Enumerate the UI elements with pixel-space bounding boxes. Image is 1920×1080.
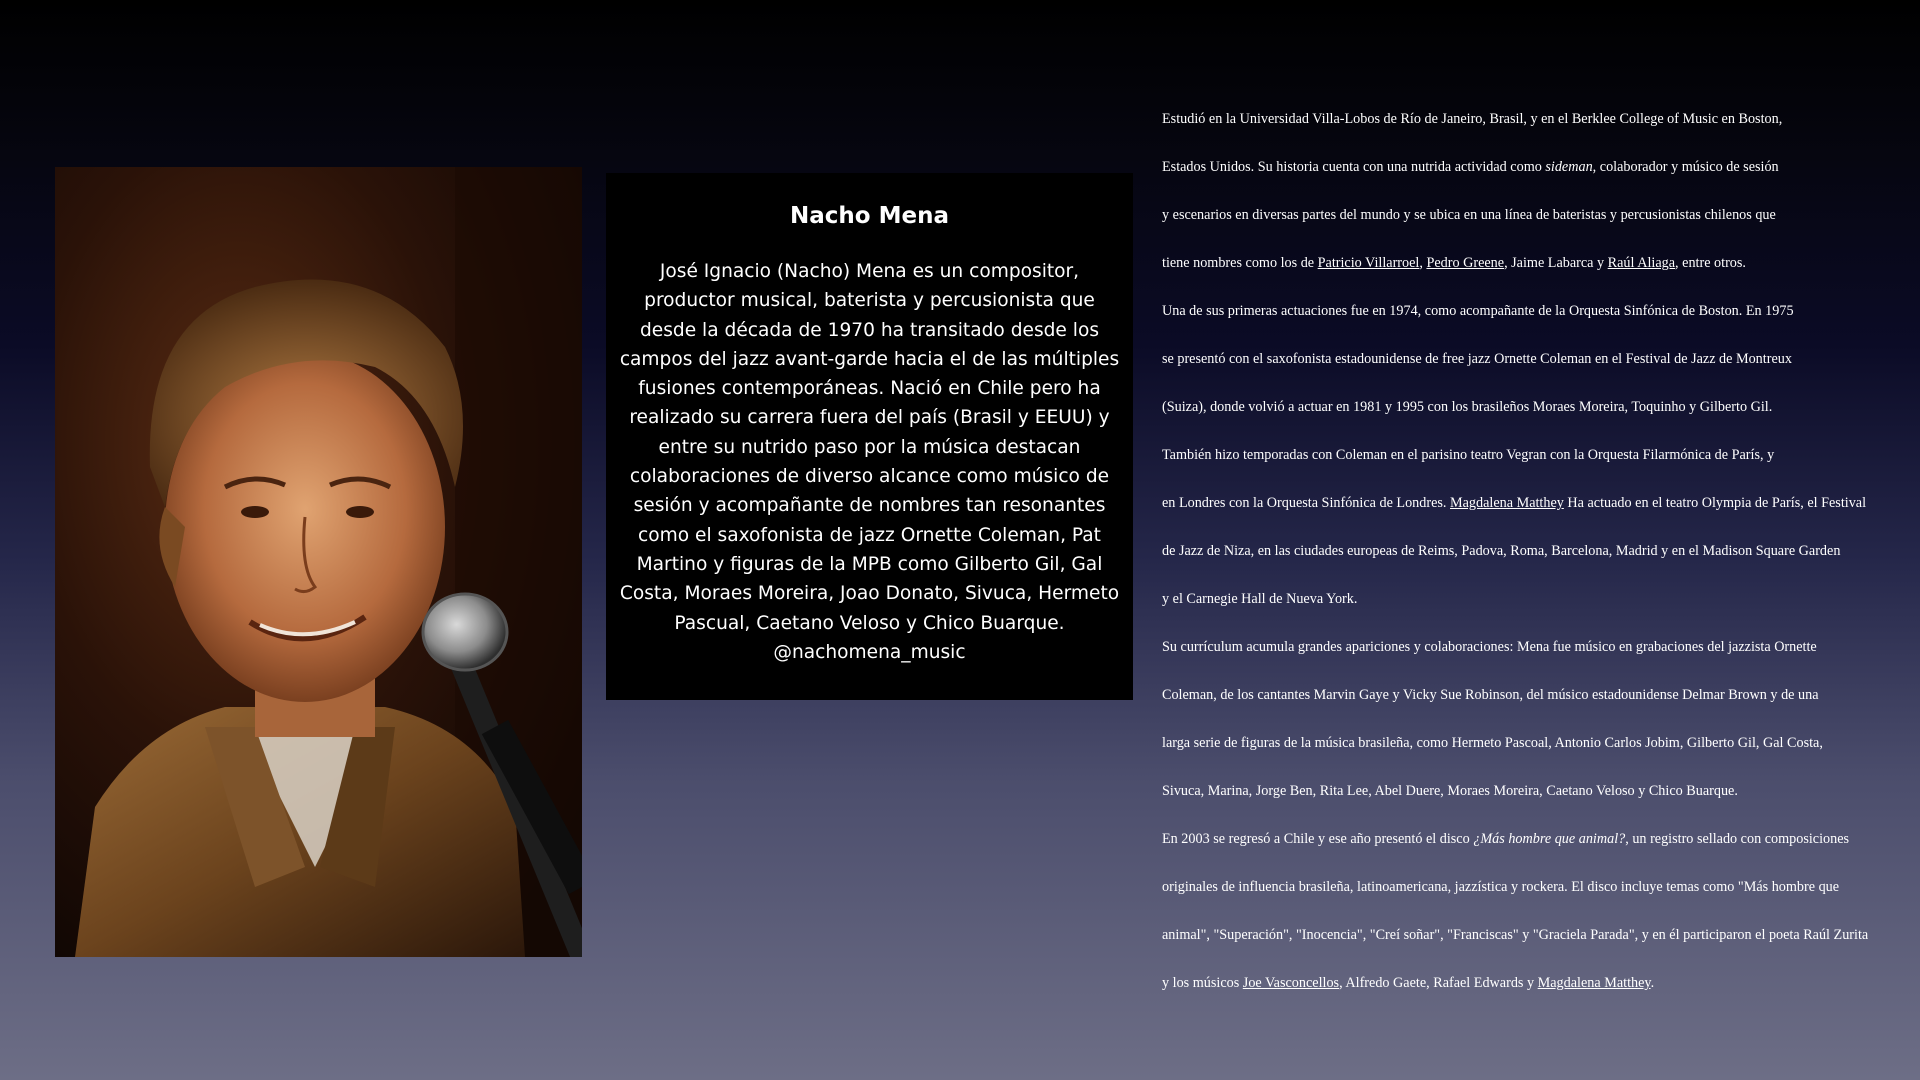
article-text: tiene nombres como los de	[1162, 255, 1318, 271]
bio-card	[606, 173, 1133, 700]
article-text: en Londres con la Orquesta Sinfónica de Londres.	[1162, 495, 1450, 511]
article-line	[1162, 815, 1914, 863]
article-line	[1162, 863, 1914, 911]
article-line	[1162, 335, 1914, 383]
article-text: , colaborador y músico de sesión	[1592, 159, 1779, 175]
article-text: se presentó con el saxofonista estadounidense de free jazz Ornette Coleman en el Festival de Jazz de Montreux	[1162, 351, 1792, 367]
album-title: ¿Más hombre que animal?	[1473, 831, 1626, 847]
article-line	[1162, 479, 1914, 527]
artist-photo	[55, 167, 582, 957]
article-line	[1162, 527, 1914, 575]
article-line	[1162, 767, 1914, 815]
link-magdalena-matthey[interactable]: Magdalena Matthey	[1537, 975, 1651, 991]
link-joe-vasconcellos[interactable]: Joe Vasconcellos	[1242, 975, 1340, 991]
article-text: de Jazz de Niza, en las ciudades europeas de Reims, Padova, Roma, Barcelona, Madrid y en el Madison Square Garden	[1162, 543, 1841, 559]
article-text: Coleman, de los cantantes Marvin Gaye y Vicky Sue Robinson, del músico estadounidense Delmar Brown y de una	[1162, 687, 1819, 703]
article-text: (Suiza), donde volvió a actuar en 1981 y 1995 con los brasileños Moraes Moreira, Toquinho y Gilberto Gil.	[1162, 399, 1773, 415]
bio-handle: @nachomena_music	[773, 641, 966, 663]
article-emphasis: sideman	[1545, 159, 1593, 175]
article-text: , un registro sellado con composiciones	[1625, 831, 1850, 847]
article-line	[1162, 575, 1914, 623]
article-line	[1162, 383, 1914, 431]
bio-text: José Ignacio (Nacho) Mena es un compositor, productor musical, baterista y percusionista que desde la década de 1970 ha transitado desde los campos del jazz avant-garde hacia el de las múltiples fusiones contemporáneas. Nació en Chile pero ha realizado su carrera fuera del país (Brasil y EEUU) y entre su nutrido paso por la música destacan colaboraciones de diverso alcance como músico de sesión y acompañante de nombres tan resonantes como el saxofonista de jazz Ornette Coleman, Pat Martino y figuras de la MPB como Gilberto Gil, Gal Costa, Moraes Moreira, Joao Donato, Sivuca, Hermeto Pascual, Caetano Veloso y Chico Buarque.	[619, 261, 1120, 634]
article-text: Ha actuado en el teatro Olympia de París, el Festival	[1563, 495, 1867, 511]
article-text: ,	[1419, 255, 1427, 271]
article-line	[1162, 911, 1914, 959]
article-line	[1162, 719, 1914, 767]
link-magdalena-matthey[interactable]: Magdalena Matthey	[1450, 495, 1564, 511]
article-text: , Alfredo Gaete, Rafael Edwards y	[1339, 975, 1538, 991]
article-line	[1162, 95, 1914, 143]
article-text: También hizo temporadas con Coleman en el parisino teatro Vegran con la Orquesta Filarmónica de París, y	[1162, 447, 1775, 463]
article-line	[1162, 623, 1914, 671]
link-patricio-villarroel[interactable]: Patricio Villarroel	[1317, 255, 1420, 271]
article-text: Su currículum acumula grandes apariciones y colaboraciones: Mena fue músico en grabaciones del jazzista Ornette	[1162, 639, 1817, 655]
article-text: larga serie de figuras de la música brasileña, como Hermeto Pascoal, Antonio Carlos Jobim, Gilberto Gil, Gal Costa,	[1162, 735, 1823, 751]
article-text: , Jaime Labarca y	[1504, 255, 1608, 271]
article-line	[1162, 191, 1914, 239]
bio-description	[618, 257, 1121, 667]
link-pedro-greene[interactable]: Pedro Greene	[1426, 255, 1505, 271]
article-text: Una de sus primeras actuaciones fue en 1974, como acompañante de la Orquesta Sinfónica de Boston. En 1975	[1162, 303, 1794, 319]
article-text: y escenarios en diversas partes del mundo y se ubica en una línea de bateristas y percusionistas chilenos que	[1162, 207, 1776, 223]
article-line	[1162, 287, 1914, 335]
article-text: y los músicos	[1162, 975, 1243, 991]
article-text: animal", "Superación", "Inocencia", "Creí soñar", "Franciscas" y "Graciela Parada", y en él participaron el poeta Raúl Zurita	[1162, 927, 1869, 943]
article-text: .	[1650, 975, 1655, 991]
biography-article	[1162, 95, 1914, 1007]
artist-portrait-image	[55, 167, 582, 957]
article-line	[1162, 431, 1914, 479]
article-text: , entre otros.	[1675, 255, 1746, 271]
article-line	[1162, 143, 1914, 191]
article-text: Estados Unidos. Su historia cuenta con una nutrida actividad como	[1162, 159, 1546, 175]
article-line	[1162, 671, 1914, 719]
article-line	[1162, 239, 1914, 287]
article-text: Sivuca, Marina, Jorge Ben, Rita Lee, Abel Duere, Moraes Moreira, Caetano Veloso y Chico Buarque.	[1162, 783, 1738, 799]
article-text: Estudió en la Universidad Villa-Lobos de Río de Janeiro, Brasil, y en el Berklee College of Music en Boston,	[1162, 111, 1783, 127]
bio-name: Nacho Mena	[790, 203, 949, 229]
article-text: y el Carnegie Hall de Nueva York.	[1162, 591, 1358, 607]
article-text: En 2003 se regresó a Chile y ese año presentó el disco	[1162, 831, 1474, 847]
article-line	[1162, 959, 1914, 1007]
article-text: originales de influencia brasileña, latinoamericana, jazzística y rockera. El disco incluye temas como "Más hombre que	[1162, 879, 1840, 895]
link-raul-aliaga[interactable]: Raúl Aliaga	[1607, 255, 1676, 271]
